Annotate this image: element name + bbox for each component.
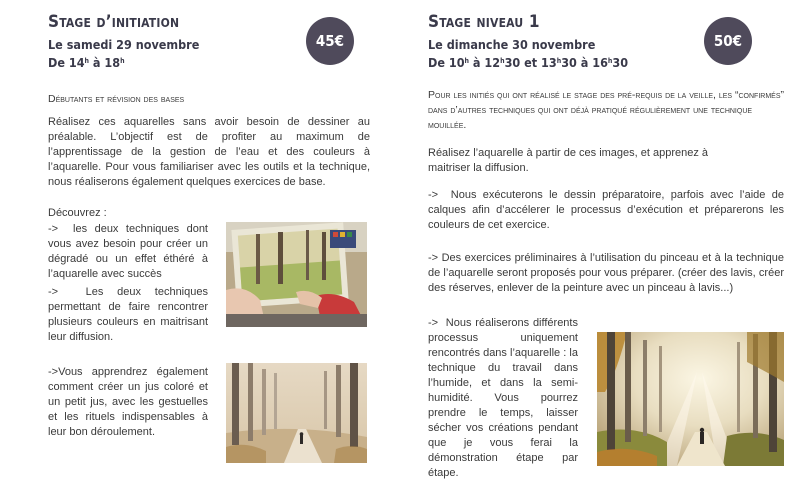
stage-time: De 10$^h$ à 12$^h$30 et 13$^h$30 à 16$^h$30 [428, 55, 629, 70]
stage-title: Stage niveau 1 [428, 12, 540, 32]
arrow-icon: -> [48, 223, 59, 235]
sunlit-forest-watercolor [597, 332, 784, 466]
painting-in-progress-photo [226, 222, 367, 327]
paragraph-4: -> Nous réaliserons différents processus uniquement rencontrés dans l’aquarelle : la technique du travail dans l’humide, et dans la semi-humidité. Vous pourrez prendre le temps, laisser sécher vos créations pendant que je vous ferai la démonstration étape par étape. [428, 317, 578, 479]
intro-paragraph: Réalisez ces aquarelles sans avoir besoin de dessiner au préalable. L’objectif est de profiter au maximum de l’apprentissage de la gestion de l’eau et des couleurs à l’aquarelle. Pour vous familiariser avec les outils et la technique, nous réaliserons également quelques exercices de base. [48, 116, 370, 188]
arrow-icon: -> [428, 252, 439, 264]
stage-title: Stage d’initiation [48, 12, 180, 32]
paragraph-2: -> Nous exécuterons le dessin préparatoire, parfois avec l’aide de calques afin d’accélerer le processus d’exécution et préparerons les couleurs de cet exercice. [428, 189, 784, 231]
audience: Pour les initiés qui ont réalisé le stage des pré-requis de la veille, les “confirmés” dans d’autres techniques qui ont déjà pratiqué régulièrement une technique mouillée. [428, 89, 784, 131]
discover-label: Découvrez : [48, 207, 107, 219]
stage-date: Le samedi 29 novembre [48, 37, 200, 52]
arrow-icon: -> [428, 317, 439, 329]
paragraph-3: -> Des exercices préliminaires à l’utilisation du pinceau et à la technique de l’aquarelle seront proposés pour vous préparer. (créer des lavis, créer des réserves, enlever de la peinture avec un pinceau à lavis...) [428, 252, 784, 294]
point-1: -> les deux techniques dont vous avez besoin pour créer un dégradé ou un effet éthéré à l’aquarelle avec succès [48, 223, 208, 280]
point-2: -> Les deux techniques permettant de faire rencontrer plusieurs couleurs en maitrisant leur diffusion. [48, 286, 208, 343]
price-badge: 45€ [306, 17, 354, 65]
arrow-icon: -> [48, 366, 59, 378]
stage-time: De 14$^h$ à 18$^h$ [48, 55, 125, 70]
paragraph-1: Réalisez l’aquarelle à partir de ces images, et apprenez à maitriser la diffusion. [428, 147, 709, 174]
stage-date: Le dimanche 30 novembre [428, 37, 596, 52]
forest-path-watercolor [226, 363, 367, 463]
point-3: ->Vous apprendrez également comment créer un jus coloré et un petit jus, avec les gestuelles et les rituels indispensables à leur bon déroulement. [48, 366, 208, 438]
audience: Débutants et révision des bases [48, 93, 185, 105]
arrow-icon: -> [48, 286, 59, 298]
price-badge: 50€ [704, 17, 752, 65]
arrow-icon: -> [428, 189, 439, 201]
